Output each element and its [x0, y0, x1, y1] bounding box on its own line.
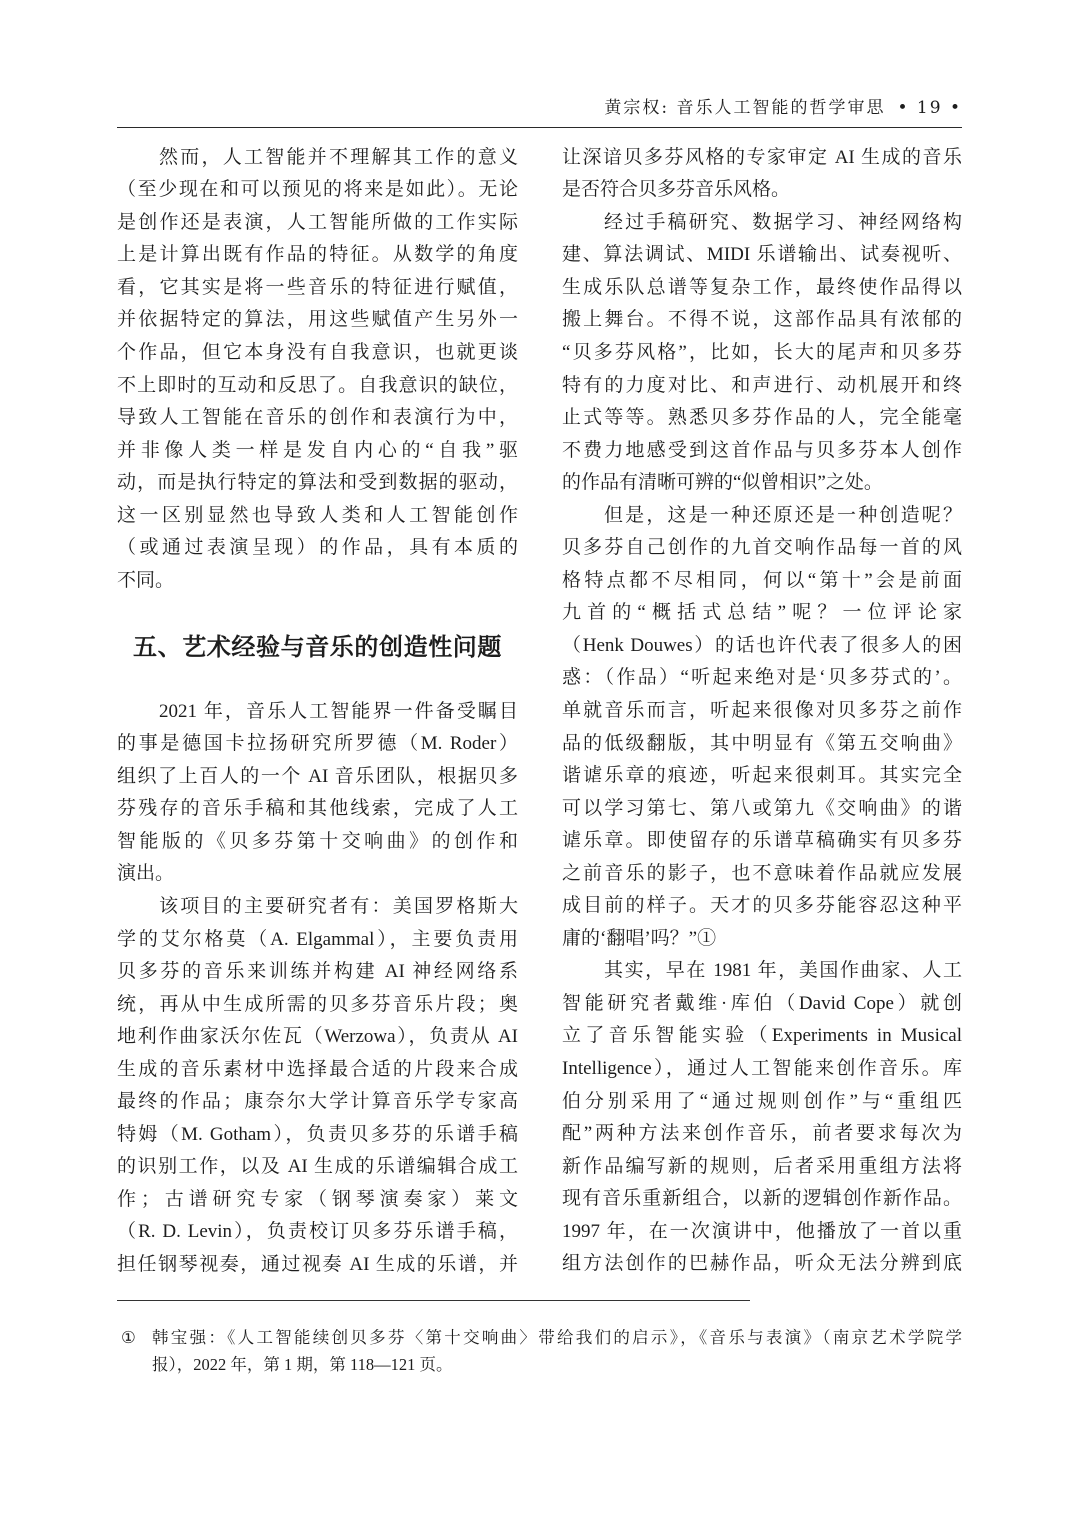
header-rule	[117, 127, 962, 128]
text-line: （R. D. Levin），负责校订贝多芬乐谱手稿，	[117, 1221, 518, 1243]
text-line: 品的低级翻版，其中明显有《第五交响曲》	[562, 732, 962, 754]
text-line: 九首的“概括式总结”呢？一位评论家	[562, 602, 962, 624]
text-line: 不上即时的互动和反思了。自我意识的缺位，	[117, 374, 518, 396]
text-line: 贝多芬的音乐来训练并构建 AI 神经网络系	[117, 961, 518, 983]
text-line: 成目前的样子。天才的贝多芬能容忍这种平	[562, 895, 962, 917]
text-line: “贝多芬风格”，比如，长大的尾声和贝多芬	[562, 341, 962, 363]
text-line: 庸的‘翻唱’吗？”①	[562, 927, 717, 949]
text-line: 伯分别采用了“通过规则创作”与“重组匹	[562, 1090, 962, 1112]
text-line: 但是，这是一种还原还是一种创造呢？	[604, 504, 962, 526]
footnote-marker: ①	[121, 1327, 136, 1347]
text-line: 建、算法调试、MIDI 乐谱输出、试奏视听、	[562, 244, 962, 266]
text-line: 担任钢琴视奏，通过视奏 AI 生成的乐谱，并	[117, 1253, 518, 1275]
text-line: 地利作曲家沃尔佐瓦（Werzowa），负责从 AI	[117, 1026, 518, 1048]
text-line: 不同。	[117, 569, 175, 591]
text-line: 经过手稿研究、数据学习、神经网络构	[604, 211, 962, 233]
section-heading: 五、艺术经验与音乐的创造性问题	[133, 633, 502, 661]
text-line: 其实，早在 1981 年，美国作曲家、人工	[604, 960, 962, 982]
text-line: 配”两种方法来创作音乐，前者要求每次为	[562, 1123, 962, 1145]
text-line: 让深谙贝多芬风格的专家审定 AI 生成的音乐	[562, 146, 962, 168]
text-line: 惑：（作品）“听起来绝对是‘贝多芬式的’。	[562, 667, 962, 689]
text-line: 谑乐章。即使留存的乐谱草稿确实有贝多芬	[562, 830, 962, 852]
text-line: 谐谑乐章的痕迹，听起来很刺耳。其实完全	[562, 765, 962, 787]
text-line: 芬残存的音乐手稿和其他线索，完成了人工	[117, 798, 518, 820]
text-line: 可以学习第七、第八或第九《交响曲》的谐	[562, 797, 962, 819]
text-line: （至少现在和可以预见的将来是如此）。无论	[117, 179, 518, 201]
running-head	[604, 94, 962, 122]
text-line: 这一区别显然也导致人类和人工智能创作	[117, 504, 518, 526]
text-line: 是否符合贝多芬音乐风格。	[562, 179, 791, 201]
running-title: 黄宗权: 音乐人工智能的哲学审思	[604, 98, 886, 118]
text-line: 组方法创作的巴赫作品，听众无法分辨到底	[562, 1253, 962, 1275]
text-line: 搬上舞台。不得不说，这部作品具有浓郁的	[562, 309, 962, 331]
text-line: 特有的力度对比、和声进行、动机展开和终	[562, 374, 962, 396]
text-line: 导致人工智能在音乐的创作和表演行为中，	[117, 407, 518, 429]
text-line: 该项目的主要研究者有：美国罗格斯大	[159, 895, 518, 917]
footnote	[152, 1324, 962, 1378]
text-line: 智能研究者戴维·库伯（David Cope）就创	[562, 992, 962, 1014]
text-line: 生成乐队总谱等复杂工作，最终使作品得以	[562, 276, 962, 298]
text-line: 特姆（M. Gotham），负责贝多芬的乐谱手稿	[117, 1123, 518, 1145]
text-line: 不费力地感受到这首作品与贝多芬本人创作	[562, 439, 962, 461]
text-line: 是创作还是表演，人工智能所做的工作实际	[117, 211, 518, 233]
text-line: 最终的作品；康奈尔大学计算音乐学专家高	[117, 1091, 518, 1113]
text-line: 个作品，但它本身没有自我意识，也就更谈	[117, 341, 518, 363]
text-line: 格特点都不尽相同，何以“第十”会是前面	[562, 569, 962, 591]
left-column-paragraphs	[117, 696, 518, 1282]
text-line: 单就音乐而言，听起来很像对贝多芬之前作	[562, 699, 962, 721]
text-line: （或通过表演呈现）的作品，具有本质的	[117, 537, 518, 559]
page-number: • 19 •	[897, 98, 962, 118]
footnote-rule	[117, 1300, 750, 1301]
text-line: 动，而是执行特定的算法和受到数据的驱动，	[117, 472, 518, 494]
text-line: 2021 年，音乐人工智能界一件备受瞩目	[159, 700, 518, 722]
right-column	[562, 142, 962, 1281]
footnote-line: 韩宝强：《人工智能续创贝多芬〈第十交响曲〉带给我们的启示》，《音乐与表演》（南京艺术学院学	[152, 1327, 962, 1347]
text-line: 看，它其实是将一些音乐的特征进行赋值，	[117, 276, 518, 298]
text-line: 并非像人类一样是发自内心的“自我”驱	[117, 439, 518, 461]
text-line: 的识别工作，以及 AI 生成的乐谱编辑合成工	[117, 1156, 518, 1178]
text-line: 立了音乐智能实验（Experiments in Musical	[562, 1025, 962, 1047]
text-line: 的作品有清晰可辨的“似曾相识”之处。	[562, 472, 883, 494]
text-line: 智能版的《贝多芬第十交响曲》的创作和	[117, 830, 518, 852]
text-line: Intelligence），通过人工智能来创作音乐。库	[562, 1058, 962, 1079]
text-line: 之前音乐的影子，也不意味着作品就应发展	[562, 862, 962, 884]
text-line: （Henk Douwes）的话也许代表了很多人的困	[562, 634, 962, 656]
footnote-line: 报），2022 年，第 1 期，第 118—121 页。	[152, 1354, 453, 1374]
text-line: 生成的音乐素材中选择最合适的片段来合成	[117, 1058, 518, 1080]
text-line: 现有音乐重新组合，以新的逻辑创作新作品。	[562, 1188, 962, 1210]
text-line: 上是计算出既有作品的特征。从数学的角度	[117, 244, 518, 266]
text-line: 新作品编写新的规则，后者采用重组方法将	[562, 1155, 962, 1177]
text-line: 并依据特定的算法，用这些赋值产生另外一	[117, 309, 518, 331]
text-line: 统，再从中生成所需的贝多芬音乐片段；奥	[117, 993, 518, 1015]
text-line: 组织了上百人的一个 AI 音乐团队，根据贝多	[117, 765, 518, 787]
left-column-paragraph	[117, 142, 518, 598]
text-line: 止式等等。熟悉贝多芬作品的人，完全能毫	[562, 407, 962, 429]
text-line: 的事是德国卡拉扬研究所罗德（M. Roder）	[117, 733, 518, 755]
text-line: 演出。	[117, 863, 175, 885]
text-line: 然而，人工智能并不理解其工作的意义	[159, 146, 518, 168]
text-line: 作；古谱研究专家（钢琴演奏家）莱文	[117, 1188, 518, 1210]
text-line: 学的艾尔格莫（A. Elgammal），主要负责用	[117, 928, 518, 950]
text-line: 1997 年，在一次演讲中，他播放了一首以重	[562, 1220, 962, 1242]
text-line: 贝多芬自己创作的九首交响作品每一首的风	[562, 537, 962, 559]
